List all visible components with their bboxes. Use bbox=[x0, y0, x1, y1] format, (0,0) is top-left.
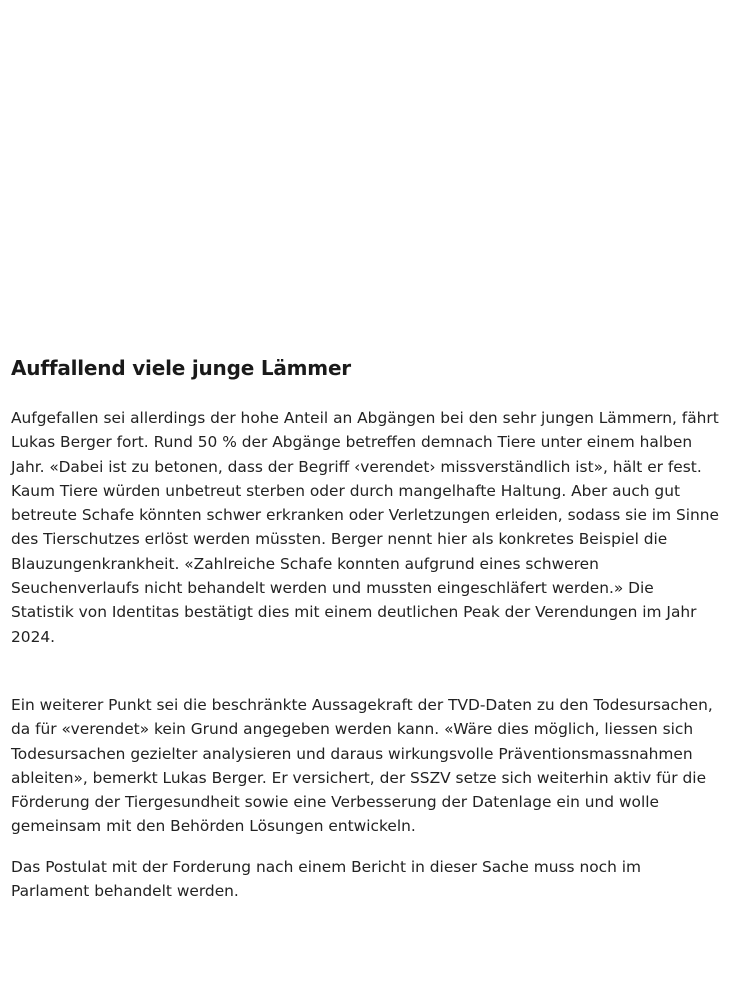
paragraph-line: des Tierschutzes erlöst werden müssten. Berger nennt hier als konkretes Beispiel die bbox=[11, 530, 668, 549]
paragraph-line: Blauzungenkrankheit. «Zahlreiche Schafe konnten aufgrund eines schweren bbox=[11, 554, 599, 573]
paragraph-line: Das Postulat mit der Forderung nach einem Bericht in dieser Sache muss noch im bbox=[11, 857, 642, 876]
article-paragraph-2 bbox=[11, 693, 751, 839]
paragraph-line: Aufgefallen sei allerdings der hohe Anteil an Abgängen bei den sehr jungen Lämmern, fährt bbox=[11, 409, 719, 427]
paragraph-line: da für «verendet» kein Grund angegeben werden kann. «Wäre dies möglich, liessen sich bbox=[11, 720, 694, 739]
article-body bbox=[11, 352, 751, 903]
paragraph-line: 2024. bbox=[11, 627, 56, 646]
paragraph-line: Todesursachen gezielter analysieren und daraus wirkungsvolle Präventionsmassnahmen bbox=[11, 744, 693, 763]
paragraph-line: betreute Schafe könnten schwer erkranken oder Verletzungen erleiden, sodass sie im Sinne bbox=[11, 506, 719, 525]
paragraph-line: Statistik von Identitas bestätigt dies mit einem deutlichen Peak der Verendungen im Jahr bbox=[11, 603, 697, 622]
paragraph-line: Jahr. «Dabei ist zu betonen, dass der Begriff ‹verendet› missverständlich ist», hält er fest. bbox=[11, 457, 702, 476]
paragraph-line: gemeinsam mit den Behörden Lösungen entwickeln. bbox=[11, 817, 416, 836]
paragraph-line: Förderung der Tiergesundheit sowie eine Verbesserung der Datenlage ein und wolle bbox=[11, 793, 659, 812]
paragraph-line: Parlament behandelt werden. bbox=[11, 882, 239, 901]
section-heading: Auffallend viele junge Lämmer bbox=[11, 356, 351, 380]
paragraph-line: Kaum Tiere würden unbetreut sterben oder durch mangelhafte Haltung. Aber auch gut bbox=[11, 481, 680, 500]
paragraph-line: ableiten», bemerkt Lukas Berger. Er versichert, der SSZV setze sich weiterhin aktiv für die bbox=[11, 768, 707, 787]
paragraph-line: Ein weiterer Punkt sei die beschränkte Aussagekraft der TVD-Daten zu den Todesursachen, bbox=[11, 695, 713, 714]
paragraph-line: Seuchenverlaufs nicht behandelt werden und mussten eingeschläfert werden.» Die bbox=[11, 579, 654, 598]
article-paragraph-1 bbox=[11, 406, 751, 649]
paragraph-line: Lukas Berger fort. Rund 50 % der Abgänge betreffen demnach Tiere unter einem halben bbox=[11, 433, 693, 452]
article-paragraph-3 bbox=[11, 855, 751, 904]
